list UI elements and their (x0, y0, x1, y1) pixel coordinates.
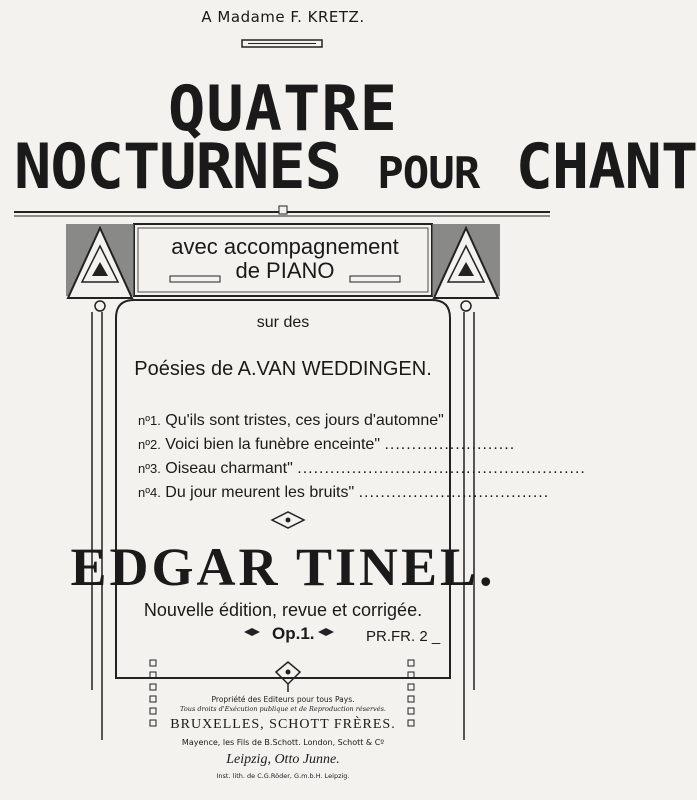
dedication-ornament (242, 40, 322, 47)
title-pour: POUR (377, 148, 480, 199)
song-number: nº4. (138, 485, 161, 500)
song-item-1 (138, 412, 444, 430)
sur-des: sur des (256, 314, 310, 331)
song-leader-dots: ..................................................... (297, 460, 586, 477)
title-nocturnes: NOCTURNES (14, 130, 341, 203)
song-title: Qu'ils sont tristes, ces jours d'automne" (165, 412, 444, 429)
title-line-1: QUATRE (168, 72, 398, 145)
title-rule (14, 206, 550, 216)
song-title: Du jour meurent les bruits" (165, 484, 355, 501)
leipzig-agent: Leipzig, Otto Junne. (226, 752, 340, 767)
price: PR.FR. 2 _ (366, 628, 441, 645)
dedication: A Madame F. KRETZ. (201, 8, 365, 26)
title-line-2 (14, 130, 697, 203)
accompaniment-line-2: de PIANO (235, 258, 335, 283)
accompaniment-line-1: avec accompagnement (171, 234, 399, 259)
composer-name: EDGAR TINEL. (70, 537, 496, 597)
publisher: BRUXELLES, SCHOTT FRÈRES. (170, 717, 396, 732)
song-title: Oiseau charmant" (165, 460, 293, 477)
song-leader-dots: ................................... (358, 484, 550, 501)
title-chant: CHANT (515, 130, 697, 203)
song-number: nº1. (138, 413, 161, 428)
mid-ornament (272, 512, 304, 528)
song-number: nº2. (138, 437, 161, 452)
edition-note: Nouvelle édition, revue et corrigée. (143, 600, 423, 620)
opus-number: Op.1. (272, 624, 315, 643)
song-title: Voici bien la funèbre enceinte" (165, 436, 380, 453)
rights-notice: Propriété des Editeurs pour tous Pays. (211, 695, 355, 704)
song-leader-dots: ........................ (384, 436, 516, 453)
song-item-3 (138, 460, 586, 478)
song-item-4 (138, 484, 550, 502)
poet-credit: Poésies de A.VAN WEDDINGEN. (134, 358, 432, 380)
song-number: nº3. (138, 461, 161, 476)
rights-notice-2: Tous droits d'Exécution publique et de Reproduction réservés. (180, 705, 386, 713)
printer-credit: Inst. lith. de C.G.Röder, G.m.b.H. Leipzig. (216, 772, 350, 780)
song-item-2 (138, 436, 516, 454)
publisher-addresses: Mayence, les Fils de B.Schott. London, Schott & Cº (181, 738, 385, 747)
